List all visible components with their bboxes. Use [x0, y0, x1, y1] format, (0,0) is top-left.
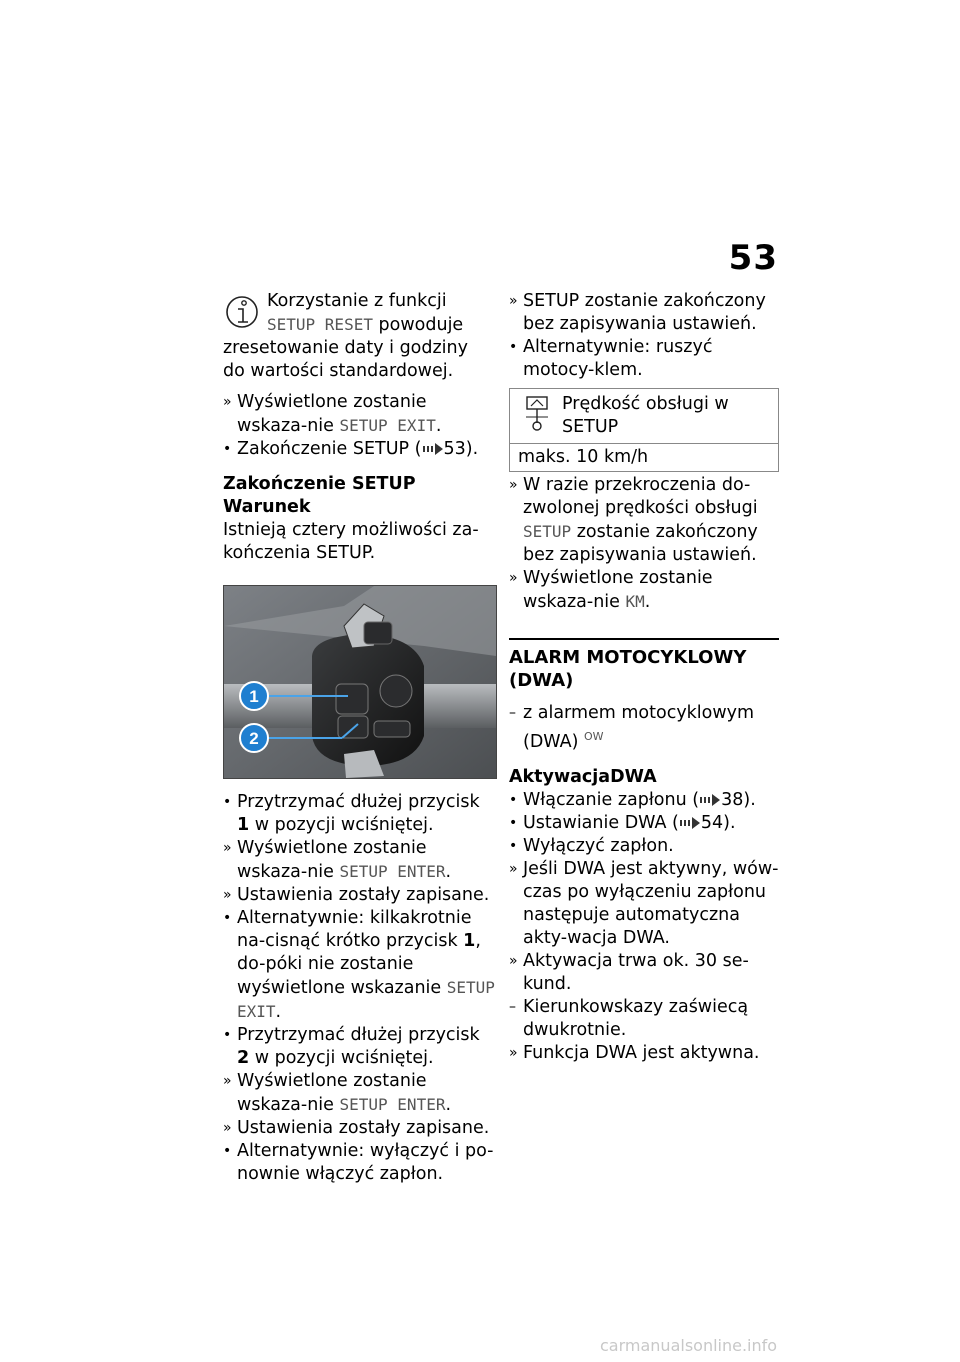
- page-reference-link[interactable]: 38: [721, 789, 744, 810]
- page-number: 53: [728, 238, 778, 278]
- list-item: • Przytrzymać dłużej przycisk 2 w pozycji wciśniętej.: [223, 1025, 480, 1068]
- subsection-title: AktywacjaDWA: [509, 766, 657, 787]
- condition-heading: Warunek: [223, 497, 311, 517]
- page-reference-arrow-icon: [699, 794, 721, 806]
- result-item: » SETUP zostanie zakończony bez zapisywania ustawień.: [509, 291, 766, 334]
- page-reference-arrow-icon: [422, 443, 444, 455]
- spec-table-header: Prędkość obsługi w SETUP: [510, 389, 778, 444]
- list-item: » Ustawienia zostały zapisane.: [223, 885, 490, 905]
- result-item: » Aktywacja trwa ok. 30 se-kund.: [509, 950, 749, 994]
- instruction-list: [223, 791, 495, 1186]
- bullet-item: • Włączanie zapłonu ( 38).: [509, 789, 756, 810]
- section-divider: [509, 638, 779, 640]
- list-item: » Wyświetlone zostanie wskaza-nie SETUP ENTER.: [223, 838, 452, 882]
- hint-code: SETUP RESET: [267, 315, 373, 334]
- list-item: • Alternatywnie: kilkakrotnie na-cisnąć krótko przycisk 1, do-póki nie zostanie wyświetlone wskazanie SETUP EXIT.: [223, 908, 495, 1022]
- info-hint-icon: [225, 292, 259, 332]
- callout-2: 2: [249, 729, 259, 748]
- bullet-item: • Zakończenie SETUP ( 53).: [223, 439, 479, 459]
- left-column: [223, 290, 495, 1186]
- result-item: » Jeśli DWA jest aktywny, wów-czas po wyłączeniu zapłonu następuje automatyczna akty-wacja DWA.: [509, 858, 779, 948]
- spec-table-value: maks. 10 km/h: [518, 447, 649, 467]
- speed-spec-table: [509, 388, 779, 472]
- speedometer-spec-icon: [524, 395, 550, 433]
- hint-text-after-code: powoduje: [372, 315, 464, 335]
- list-item: » Wyświetlone zostanie wskaza-nie SETUP ENTER.: [223, 1071, 452, 1115]
- dash-item: – z alarmem motocyklowym (DWA) $^{OW}$: [509, 703, 755, 752]
- result-item: » Funkcja DWA jest aktywna.: [509, 1042, 760, 1063]
- list-item: » Ustawienia zostały zapisane.: [223, 1118, 490, 1138]
- page-reference-arrow-icon: [679, 817, 701, 829]
- bullet-item: • Alternatywnie: ruszyć motocy-klem.: [509, 337, 713, 380]
- dash-item: – Kierunkowskazy zaświecą dwukrotnie.: [509, 996, 749, 1040]
- bullet-item: • Ustawianie DWA ( 54).: [509, 812, 736, 833]
- hint-text-rest: zresetowanie daty i godziny do wartości standardowej.: [223, 338, 468, 381]
- watermark-link[interactable]: carmanualsonline.info: [600, 1336, 778, 1355]
- right-column: [509, 290, 779, 1065]
- bullet-item: • Wyłączyć zapłon.: [509, 835, 674, 856]
- hint-note: [223, 290, 495, 337]
- section-title: ALARM MOTOCYKLOWY (DWA): [509, 647, 747, 691]
- page-reference-link[interactable]: 53: [443, 439, 466, 459]
- result-item: » Wyświetlone zostanie wskaza-nie KM.: [509, 568, 713, 612]
- result-item: » Wyświetlone zostanie wskaza-nie SETUP EXIT.: [223, 392, 442, 436]
- condition-text: Istnieją cztery możliwości za-kończenia SETUP.: [223, 520, 479, 563]
- section-heading: Zakończenie SETUP: [223, 474, 416, 494]
- list-item: • Przytrzymać dłużej przycisk 1 w pozycji wciśniętej.: [223, 792, 480, 835]
- hint-text-line1: Korzystanie z funkcji: [267, 291, 447, 311]
- list-item: • Alternatywnie: wyłączyć i po-nownie włączyć zapłon.: [223, 1141, 494, 1184]
- page-reference-link[interactable]: 54: [700, 812, 724, 833]
- handlebar-switch-photo: [223, 585, 497, 779]
- callout-1: 1: [249, 687, 259, 706]
- result-item: » W razie przekroczenia do-zwolonej prędkości obsługi SETUP zostanie zakończony bez zapisywania ustawień.: [509, 475, 758, 565]
